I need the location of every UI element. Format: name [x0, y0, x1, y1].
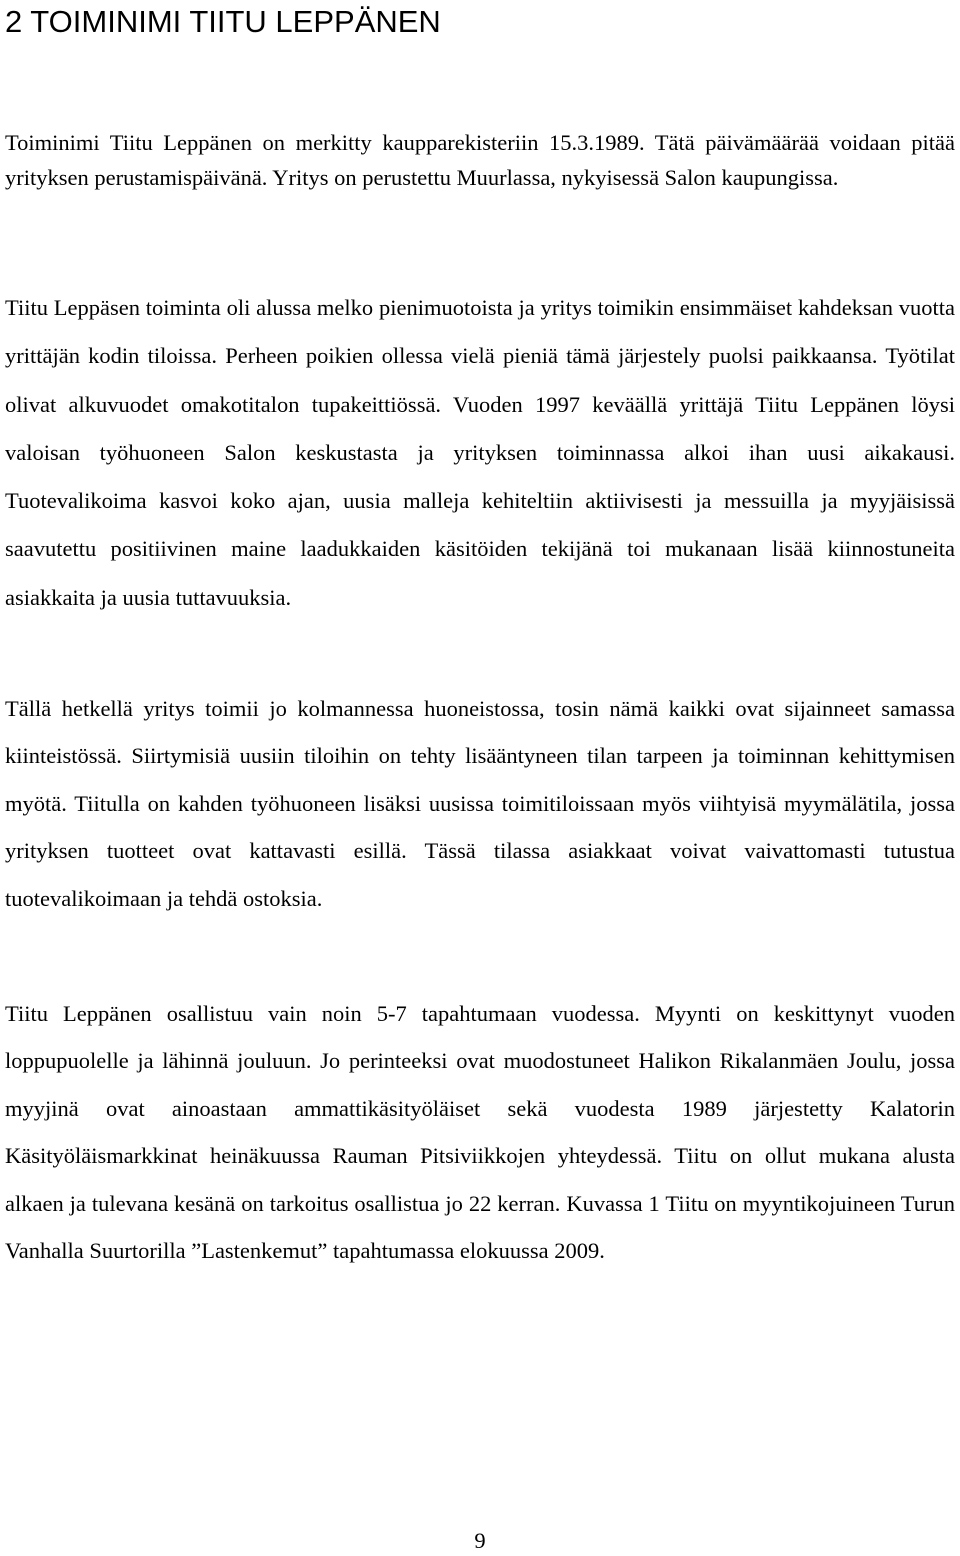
paragraph-current-premises: Tällä hetkellä yritys toimii jo kolmannessa huoneistossa, tosin nämä kaikki ovat sijainneet samassa kiinteistössä. Siirtymisiä uusiin tiloihin on tehty lisääntyneen tilan tarpeen ja toiminnan kehittymisen myötä. Tiitulla on kahden työhuoneen lisäksi uusissa toimitiloissaan myös viihtyisä myymälätila, jossa yrityksen tuotteet ovat kattavasti esillä. Tässä tilassa asiakkaat voivat vaivattomasti tutustua tuotevalikoimaan ja tehdä ostoksia. — [5, 696, 955, 911]
page-number: 9 — [474, 1528, 486, 1553]
paragraph-events: Tiitu Leppänen osallistuu vain noin 5-7 tapahtumaan vuodessa. Myynti on keskittynyt vuoden loppupuolelle ja lähinnä jouluun. Jo perinteeksi ovat muodostuneet Halikon Rikalanmäen Joulu, jossa myyjinä ovat ainoastaan ammattikäsityöläiset sekä vuodesta 1989 järjestetty Kalatorin Käsityöläismarkkinat heinäkuussa Rauman Pitsiviikkojen yhteydessä. Tiitu on ollut mukana alusta alkaen ja tulevana kesänä on tarkoitus osallistua jo 22 kerran. Kuvassa 1 Tiitu on myyntikojuineen Turun Vanhalla Suurtorilla ”Lastenkemut” tapahtumassa elokuussa 2009. — [5, 1001, 955, 1264]
paragraph-company-registration: Toiminimi Tiitu Leppänen on merkitty kaupparekisteriin 15.3.1989. Tätä päivämäärää voidaan pitää yrityksen perustamispäivänä. Yritys on perustettu Muurlassa, nykyisessä Salon kaupungissa. — [5, 130, 955, 190]
chapter-heading: 2 TOIMINIMI TIITU LEPPÄNEN — [5, 4, 441, 39]
paragraph-early-history: Tiitu Leppäsen toiminta oli alussa melko pienimuotoista ja yritys toimikin ensimmäiset kahdeksan vuotta yrittäjän kodin tiloissa. Perheen poikien ollessa vielä pieniä tämä järjestely puolsi paikkaansa. Työtilat olivat alkuvuodet omakotitalon tupakeittiössä. Vuoden 1997 keväällä yrittäjä Tiitu Leppänen löysi valoisan työhuoneen Salon keskustasta ja yrityksen toiminnassa alkoi ihan uusi aikakausi. Tuotevalikoima kasvoi koko ajan, uusia malleja kehiteltiin aktiivisesti ja messuilla ja myyjäisissä saavutettu positiivinen maine laadukkaiden käsitöiden tekijänä toi mukanaan lisää kiinnostuneita asiakkaita ja uusia tuttavuuksia. — [5, 295, 955, 610]
